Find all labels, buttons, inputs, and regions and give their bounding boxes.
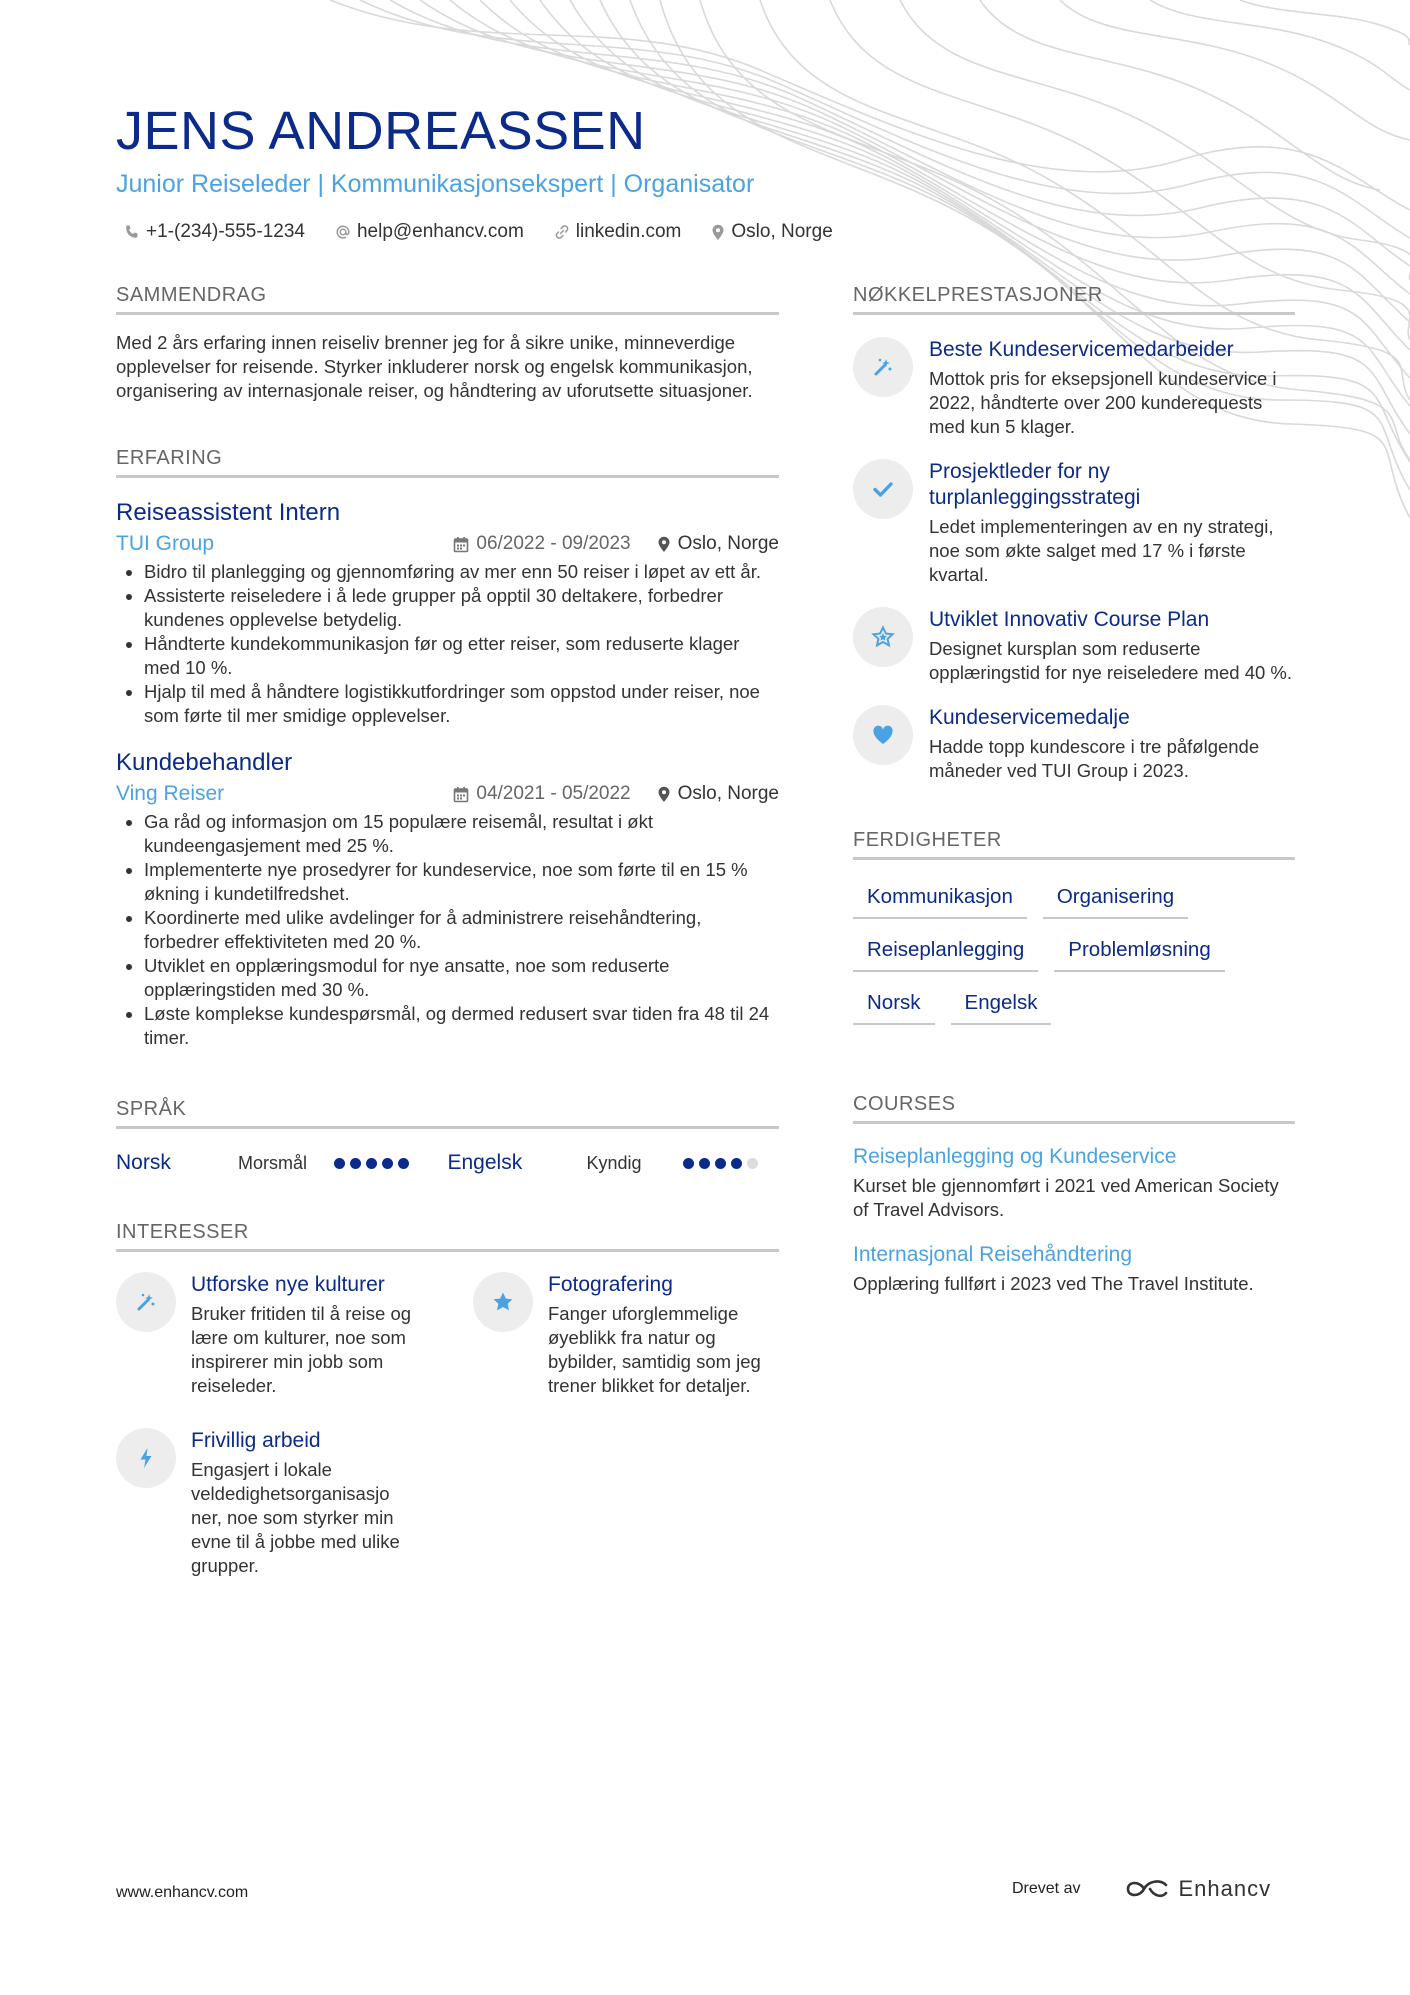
- summary-title: SAMMENDRAG: [116, 282, 779, 315]
- courses-title: COURSES: [853, 1091, 1295, 1124]
- skills-section: [853, 827, 1295, 1039]
- language-name: Norsk: [116, 1151, 171, 1174]
- job-bullet: • Bidro til planlegging og gjennomføring av mer enn 50 reiser i løpet av ett år.: [144, 560, 779, 584]
- achievement-desc: Ledet implementeringen av en ny strategi, noe som økte salget med 17 % i første kvartal.: [929, 516, 1274, 585]
- course-title: Reiseplanlegging og Kundeservice: [853, 1145, 1177, 1168]
- achievement-title: Beste Kundeservicemedarbeider: [929, 338, 1234, 361]
- enhancv-logo-icon: [1124, 1876, 1170, 1902]
- headline: Junior Reiseleder | Kommunikasjonsekspert | Organisator: [116, 170, 755, 198]
- calendar-icon: [453, 536, 469, 553]
- job-location: [657, 533, 779, 555]
- rating-dot: [715, 1158, 726, 1169]
- rating-dot: [398, 1158, 409, 1169]
- job-meta: [116, 532, 779, 556]
- interest-item: [473, 1272, 779, 1398]
- courses-section: [853, 1091, 1295, 1296]
- rating-dot: [683, 1158, 694, 1169]
- job-bullet: • Implementerte nye prosedyrer for kundeservice, noe som førte til en 15 % økning i kundetilfredshet.: [144, 858, 779, 906]
- language-level: Kyndig: [586, 1152, 642, 1173]
- achievement-icon-wrap: [853, 607, 913, 667]
- interest-desc: Engasjert i lokale veldedighetsorganisasjo ner, noe som styrker min evne til å jobbe med ulike grupper.: [191, 1459, 400, 1576]
- powered-by-text: Drevet av: [1012, 1880, 1081, 1897]
- skill-tag: Norsk: [853, 986, 935, 1025]
- languages-section: [116, 1096, 779, 1175]
- job-location: [657, 783, 779, 805]
- location-text: Oslo, Norge: [731, 221, 833, 242]
- resume-header: [116, 98, 1296, 243]
- contact-linkedin[interactable]: [554, 221, 682, 243]
- summary-section: [116, 282, 779, 403]
- job-bullet: • Ga råd og informasjon om 15 populære reisemål, resultat i økt kundeengasjement med 25 %.: [144, 810, 779, 858]
- job-bullet: • Hjalp til med å håndtere logistikkutfordringer som oppstod under reiser, noe som førte til mer smidige opplevelser.: [144, 680, 779, 728]
- language-level: Morsmål: [238, 1152, 308, 1173]
- brand-name: Enhancv: [1178, 1876, 1272, 1901]
- contact-email[interactable]: [335, 221, 524, 243]
- rating-dot: [699, 1158, 710, 1169]
- interest-desc: Fanger uforglemmelige øyeblikk fra natur og bybilder, samtidig som jeg trener blikket for detaljer.: [548, 1303, 761, 1396]
- rating-dot: [334, 1158, 345, 1169]
- phone-icon: [124, 224, 140, 240]
- job-bullet: • Løste komplekse kundespørsmål, og dermed redusert svar tiden fra 48 til 24 timer.: [144, 1002, 779, 1050]
- job-location-text: Oslo, Norge: [677, 533, 779, 554]
- achievement-desc: Hadde topp kundescore i tre påfølgende måneder ved TUI Group i 2023.: [929, 736, 1260, 781]
- lightning-icon: [134, 1446, 158, 1470]
- course-title: Internasjonal Reisehåndtering: [853, 1243, 1133, 1266]
- checkmark-icon: [871, 477, 895, 501]
- skill-tag: Organisering: [1043, 880, 1188, 919]
- skills-title: FERDIGHETER: [853, 827, 1295, 860]
- job-role: Reiseassistent Intern: [116, 499, 341, 526]
- achievements-section: [853, 282, 1295, 783]
- experience-section: [116, 445, 779, 1050]
- summary-text: Med 2 års erfaring innen reiseliv brenner jeg for å sikre unike, minneverdige opplevelser for reisende. Styrker inkluderer norsk og engelsk kommunikasjon, organisering av internasjonale reiser, og håndtering av uforutsette situasjoner.: [116, 332, 753, 401]
- achievement-desc: Designet kursplan som reduserte opplæringstid for nye reiseledere med 40 %.: [929, 638, 1292, 683]
- achievement-item: [853, 459, 1295, 587]
- interest-item: [116, 1272, 473, 1398]
- achievement-item: [853, 607, 1295, 685]
- achievement-item: [853, 705, 1295, 783]
- job-dates: [453, 533, 630, 555]
- interest-item: [116, 1428, 473, 1578]
- rating-dot: [366, 1158, 377, 1169]
- job-bullet: • Assisterte reiseledere i å lede grupper på opptil 30 deltakere, forbedrer kundenes opplevelse betydelig.: [144, 584, 779, 632]
- interest-desc: Bruker fritiden til å reise og lære om kulturer, noe som inspirerer min jobb som reiseleder.: [191, 1303, 412, 1396]
- interests-grid: [116, 1272, 779, 1608]
- achievement-title: Utviklet Innovativ Course Plan: [929, 608, 1210, 631]
- contact-location: [711, 221, 832, 243]
- location-pin-icon: [657, 786, 671, 803]
- achievement-icon-wrap: [853, 705, 913, 765]
- rating-dot: [382, 1158, 393, 1169]
- languages-title: SPRÅK: [116, 1096, 779, 1129]
- skill-tag: Problemløsning: [1054, 933, 1224, 972]
- job-entry: [116, 498, 779, 728]
- link-icon: [554, 224, 570, 240]
- job-dates: [453, 783, 630, 805]
- job-entry: [116, 748, 779, 1050]
- star-outline-icon: [871, 625, 895, 649]
- rating-dot: [731, 1158, 742, 1169]
- interest-icon-wrap: [116, 1272, 176, 1332]
- job-location-text: Oslo, Norge: [677, 783, 779, 804]
- skills-list: [853, 880, 1295, 1039]
- job-bullets: [116, 810, 779, 1050]
- star-icon: [491, 1290, 515, 1314]
- rating-dot: [350, 1158, 361, 1169]
- job-bullets: [116, 560, 779, 728]
- language-item: [116, 1151, 448, 1175]
- language-name: Engelsk: [447, 1151, 523, 1174]
- achievements-title: NØKKELPRESTASJONER: [853, 282, 1295, 315]
- at-icon: [335, 224, 351, 240]
- interests-section: [116, 1219, 779, 1608]
- job-bullet: • Håndterte kundekommunikasjon før og etter reiser, som reduserte klager med 10 %.: [144, 632, 779, 680]
- email-text: help@enhancv.com: [356, 221, 524, 242]
- interest-icon-wrap: [116, 1428, 176, 1488]
- magic-wand-icon: [134, 1290, 158, 1314]
- job-role: Kundebehandler: [116, 749, 293, 776]
- job-bullet: • Koordinerte med ulike avdelinger for å administrere reisehåndtering, forbedrer effektiviteten med 20 %.: [144, 906, 779, 954]
- achievement-item: [853, 337, 1295, 439]
- phone-text: +1-(234)-555-1234: [146, 221, 305, 242]
- achievement-icon-wrap: [853, 337, 913, 397]
- skill-tag: Kommunikasjon: [853, 880, 1027, 919]
- course-desc: Opplæring fullført i 2023 ved The Travel Institute.: [853, 1273, 1254, 1294]
- skill-tag: Reiseplanlegging: [853, 933, 1038, 972]
- footer-brand: [1012, 1876, 1271, 1902]
- language-rating: [683, 1158, 763, 1169]
- calendar-icon: [453, 786, 469, 803]
- job-dates-text: 04/2021 - 05/2022: [476, 783, 631, 804]
- location-pin-icon: [657, 536, 671, 553]
- achievement-icon-wrap: [853, 459, 913, 519]
- skill-tag: Engelsk: [951, 986, 1052, 1025]
- job-company: TUI Group: [116, 532, 215, 555]
- achievement-title: Kundeservicemedalje: [929, 706, 1130, 729]
- rating-dot: [747, 1158, 758, 1169]
- left-column: [116, 282, 779, 1608]
- contact-bar: [116, 221, 1296, 243]
- experience-title: ERFARING: [116, 445, 779, 478]
- language-item: [448, 1151, 780, 1175]
- job-dates-text: 06/2022 - 09/2023: [476, 533, 631, 554]
- interests-title: INTERESSER: [116, 1219, 779, 1252]
- interest-title: Frivillig arbeid: [191, 1429, 321, 1452]
- achievement-title: Prosjektleder for ny turplanleggingsstrategi: [929, 460, 1141, 509]
- interest-title: Utforske nye kulturer: [191, 1273, 385, 1296]
- location-pin-icon: [711, 224, 725, 241]
- achievement-desc: Mottok pris for eksepsjonell kundeservice i 2022, håndterte over 200 kunderequests med kun 5 klager.: [929, 368, 1277, 437]
- contact-phone[interactable]: [124, 221, 305, 243]
- right-column: [853, 282, 1295, 1296]
- interest-title: Fotografering: [548, 1273, 673, 1296]
- interest-icon-wrap: [473, 1272, 533, 1332]
- job-meta: [116, 782, 779, 806]
- job-bullet: • Utviklet en opplæringsmodul for nye ansatte, noe som reduserte opplæringstiden med 30 %.: [144, 954, 779, 1002]
- course-desc: Kurset ble gjennomført i 2021 ved American Society of Travel Advisors.: [853, 1175, 1279, 1220]
- language-rating: [334, 1158, 414, 1169]
- magic-wand-icon: [871, 355, 895, 379]
- languages-row: [116, 1151, 779, 1175]
- job-company: Ving Reiser: [116, 782, 225, 805]
- linkedin-text: linkedin.com: [575, 221, 682, 242]
- heart-icon: [871, 723, 895, 747]
- footer-url[interactable]: www.enhancv.com: [116, 1884, 249, 1901]
- candidate-name: JENS ANDREASSEN: [116, 101, 646, 161]
